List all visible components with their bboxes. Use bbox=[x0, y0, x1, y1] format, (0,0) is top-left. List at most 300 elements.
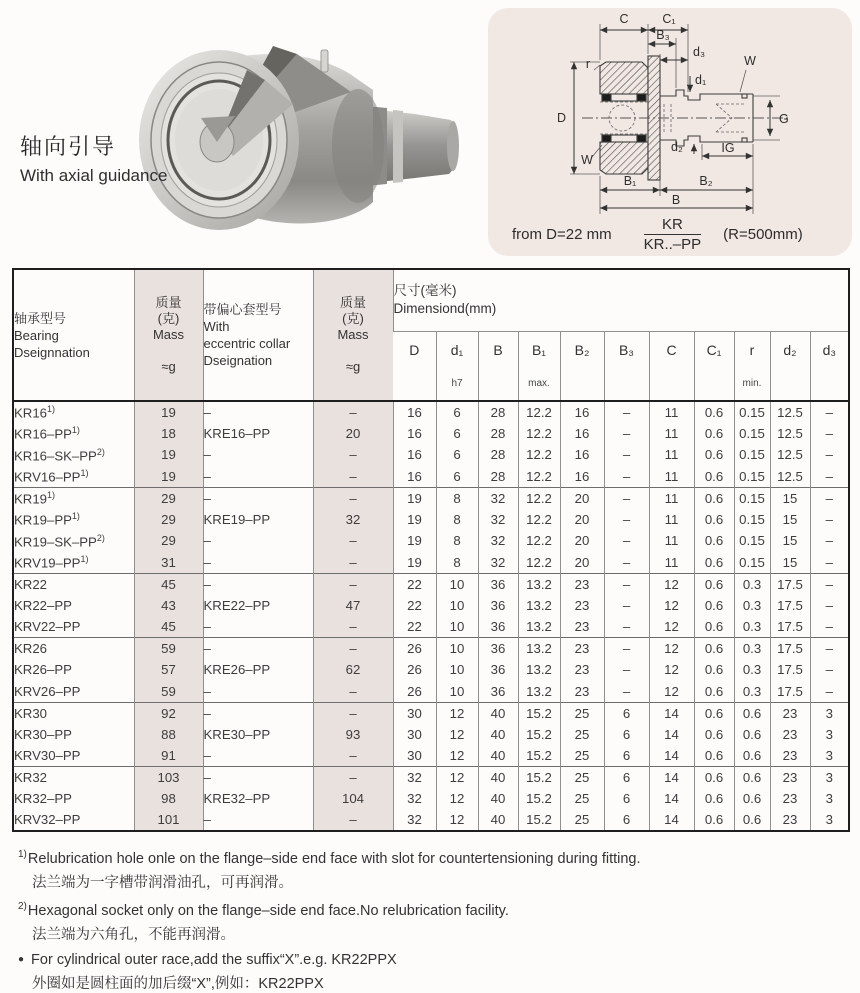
eccentric-designation: KRE16–PP bbox=[203, 423, 313, 445]
eccentric-designation: KRE22–PP bbox=[203, 595, 313, 617]
dimension-value: 13.2 bbox=[518, 616, 560, 638]
eccentric-mass-value: – bbox=[313, 745, 393, 767]
dimension-value: 12 bbox=[649, 659, 694, 681]
eccentric-mass-value: – bbox=[313, 444, 393, 466]
eccentric-mass-value: – bbox=[313, 466, 393, 488]
table-row bbox=[13, 595, 849, 617]
dimension-value: – bbox=[810, 466, 849, 488]
dimension-value: – bbox=[810, 444, 849, 466]
table-row bbox=[13, 616, 849, 638]
bearing-designation: KR32 bbox=[14, 770, 47, 785]
dim-column-header: B bbox=[478, 331, 518, 401]
dimension-value: – bbox=[604, 616, 649, 638]
dimension-value: 23 bbox=[560, 638, 604, 660]
bearing-group bbox=[13, 767, 849, 832]
dim-column-header: r min. bbox=[734, 331, 770, 401]
eccentric-mass-value: – bbox=[313, 401, 393, 423]
dimension-value: – bbox=[810, 595, 849, 617]
dimension-value: 8 bbox=[436, 487, 478, 509]
dimension-value: 0.6 bbox=[694, 595, 734, 617]
mass-value: 92 bbox=[134, 702, 203, 724]
dimension-value: 13.2 bbox=[518, 638, 560, 660]
dimension-value: 23 bbox=[560, 595, 604, 617]
dimension-value: 16 bbox=[393, 466, 436, 488]
dimension-value: 12.5 bbox=[770, 444, 810, 466]
mass-value: 18 bbox=[134, 423, 203, 445]
footnote-en: $^{2)}$Hexagonal socket only on the flange–side end face.No relubrication facility. bbox=[18, 901, 509, 920]
dimension-value: 25 bbox=[560, 810, 604, 832]
dimension-value: 17.5 bbox=[770, 573, 810, 595]
dimension-value: 28 bbox=[478, 401, 518, 423]
table-row bbox=[13, 681, 849, 703]
dimension-value: 16 bbox=[560, 444, 604, 466]
dimension-value: 23 bbox=[770, 810, 810, 832]
dimension-value: 12 bbox=[649, 616, 694, 638]
dimension-value: 32 bbox=[393, 810, 436, 832]
bearing-designation: KR16–SK–PP$^{2)}$ bbox=[14, 446, 105, 463]
dimension-value: 0.6 bbox=[694, 444, 734, 466]
dimension-value: 0.6 bbox=[694, 659, 734, 681]
eccentric-mass-value: – bbox=[313, 702, 393, 724]
dimension-value: – bbox=[604, 681, 649, 703]
dimension-value: 13.2 bbox=[518, 595, 560, 617]
table-row bbox=[13, 810, 849, 832]
dimension-value: 0.3 bbox=[734, 638, 770, 660]
mass-value: 19 bbox=[134, 444, 203, 466]
dimension-value: – bbox=[604, 401, 649, 423]
dim-label-d3: d₃ bbox=[693, 45, 706, 59]
dim-label-r: r bbox=[585, 57, 591, 71]
dimension-value: 30 bbox=[393, 724, 436, 746]
dimension-value: 0.6 bbox=[734, 724, 770, 746]
dimension-value: 8 bbox=[436, 552, 478, 574]
dimension-value: 20 bbox=[560, 487, 604, 509]
dimension-value: 26 bbox=[393, 681, 436, 703]
mass-value: 45 bbox=[134, 616, 203, 638]
spec-table bbox=[12, 268, 850, 832]
dim-column-header: B₁ max. bbox=[518, 331, 560, 401]
dimension-value: 23 bbox=[560, 659, 604, 681]
dimension-value: 36 bbox=[478, 659, 518, 681]
eccentric-mass-value: – bbox=[313, 573, 393, 595]
dimension-value: 0.6 bbox=[734, 810, 770, 832]
dimension-value: 12 bbox=[649, 638, 694, 660]
col-header-mass-eccentric: 质量 (克) Mass ≈g bbox=[313, 269, 393, 401]
bearing-group bbox=[13, 487, 849, 573]
dimension-value: 17.5 bbox=[770, 681, 810, 703]
caption-from: from D=22 mm bbox=[512, 226, 612, 243]
dimension-value: – bbox=[604, 423, 649, 445]
dimension-value: 12.5 bbox=[770, 401, 810, 423]
eccentric-mass-value: – bbox=[313, 552, 393, 574]
table-row bbox=[13, 724, 849, 746]
dimension-value: 28 bbox=[478, 444, 518, 466]
dimension-value: – bbox=[810, 487, 849, 509]
dimension-value: 0.3 bbox=[734, 595, 770, 617]
dimension-value: 15.2 bbox=[518, 788, 560, 810]
dimension-value: 8 bbox=[436, 530, 478, 552]
dimension-value: 6 bbox=[436, 466, 478, 488]
table-row bbox=[13, 444, 849, 466]
dim-label-d1: d₁ bbox=[695, 73, 707, 87]
eccentric-mass-value: 62 bbox=[313, 659, 393, 681]
table-row bbox=[13, 466, 849, 488]
dimension-value: 36 bbox=[478, 573, 518, 595]
bearing-group bbox=[13, 401, 849, 487]
bearing-designation: KR16$^{1)}$ bbox=[14, 404, 56, 421]
dimension-value: 40 bbox=[478, 788, 518, 810]
dimension-value: 15 bbox=[770, 509, 810, 531]
dimension-value: – bbox=[604, 530, 649, 552]
eccentric-mass-value: – bbox=[313, 681, 393, 703]
dimension-value: 25 bbox=[560, 767, 604, 789]
dimension-value: 0.6 bbox=[694, 681, 734, 703]
bearing-group bbox=[13, 638, 849, 703]
eccentric-designation: KRE32–PP bbox=[203, 788, 313, 810]
dimension-value: 19 bbox=[393, 509, 436, 531]
dimension-value: 19 bbox=[393, 530, 436, 552]
dimension-value: 17.5 bbox=[770, 659, 810, 681]
dimension-value: 10 bbox=[436, 681, 478, 703]
dimension-value: 10 bbox=[436, 616, 478, 638]
dimension-value: 28 bbox=[478, 423, 518, 445]
mass-value: 88 bbox=[134, 724, 203, 746]
dimension-value: 10 bbox=[436, 573, 478, 595]
dimension-value: – bbox=[810, 401, 849, 423]
mass-value: 98 bbox=[134, 788, 203, 810]
dimension-value: – bbox=[810, 659, 849, 681]
dim-label-d: D bbox=[556, 111, 566, 125]
footnote-marker: 2) bbox=[18, 901, 27, 913]
dimension-value: 6 bbox=[436, 401, 478, 423]
dimension-value: 36 bbox=[478, 616, 518, 638]
mass-value: 101 bbox=[134, 810, 203, 832]
mass-value: 29 bbox=[134, 530, 203, 552]
eccentric-designation: – bbox=[203, 638, 313, 660]
eccentric-mass-value: 47 bbox=[313, 595, 393, 617]
dim-column-header: C₁ bbox=[694, 331, 734, 401]
dimension-value: 0.3 bbox=[734, 681, 770, 703]
dimension-value: 12 bbox=[436, 702, 478, 724]
dimension-value: 11 bbox=[649, 444, 694, 466]
eccentric-mass-value: – bbox=[313, 767, 393, 789]
dimension-value: 0.6 bbox=[694, 788, 734, 810]
eccentric-designation: – bbox=[203, 487, 313, 509]
dim-column-header: B₃ bbox=[604, 331, 649, 401]
dimension-value: 17.5 bbox=[770, 595, 810, 617]
mass-value: 19 bbox=[134, 466, 203, 488]
dimension-value: 36 bbox=[478, 638, 518, 660]
bearing-designation: KRV32–PP bbox=[14, 812, 81, 828]
dimension-value: – bbox=[810, 423, 849, 445]
bearing-photo bbox=[115, 16, 475, 244]
dimension-value: 15.2 bbox=[518, 810, 560, 832]
dim-label-w-bottom: W bbox=[581, 153, 593, 167]
mass-value: 43 bbox=[134, 595, 203, 617]
dimension-value: 14 bbox=[649, 788, 694, 810]
eccentric-designation: – bbox=[203, 573, 313, 595]
dimension-value: 0.3 bbox=[734, 659, 770, 681]
dimension-value: 0.3 bbox=[734, 616, 770, 638]
table-row bbox=[13, 745, 849, 767]
dimension-value: 30 bbox=[393, 702, 436, 724]
dimension-value: 32 bbox=[393, 767, 436, 789]
dimension-value: 15 bbox=[770, 530, 810, 552]
dimension-value: 11 bbox=[649, 401, 694, 423]
dimension-value: 12 bbox=[649, 573, 694, 595]
col-header-eccentric: 带偏心套型号 With eccentric collar Dseignation bbox=[203, 269, 313, 401]
dimension-value: 12 bbox=[436, 810, 478, 832]
dimension-value: 0.6 bbox=[734, 702, 770, 724]
footnote-en: ● For cylindrical outer race,add the suffix“X”.e.g. KR22PPX bbox=[18, 951, 397, 968]
table-row bbox=[13, 767, 849, 789]
dimension-value: 26 bbox=[393, 638, 436, 660]
dim-column-header: d₁ h7 bbox=[436, 331, 478, 401]
intro-title-zh: 轴向引导 bbox=[20, 134, 117, 159]
dimension-value: 12.2 bbox=[518, 466, 560, 488]
dimension-value: 0.6 bbox=[694, 767, 734, 789]
bearing-designation: KRV30–PP bbox=[14, 748, 81, 763]
col-header-dimensions: 尺寸(毫米) Dimensiond(mm) bbox=[393, 269, 849, 331]
bearing-designation: KR32–PP bbox=[14, 791, 72, 807]
dimension-value: 17.5 bbox=[770, 616, 810, 638]
table-row bbox=[13, 638, 849, 660]
dimension-value: 3 bbox=[810, 788, 849, 810]
dimension-value: 3 bbox=[810, 767, 849, 789]
dimension-value: 15 bbox=[770, 552, 810, 574]
dimension-value: 0.6 bbox=[694, 401, 734, 423]
footnote-zh: 外圈如是圆柱面的加后缀“X”,例如：KR22PPX bbox=[32, 975, 324, 992]
dimension-value: – bbox=[810, 573, 849, 595]
eccentric-mass-value: 32 bbox=[313, 509, 393, 531]
dimension-value: 0.6 bbox=[694, 530, 734, 552]
dimension-value: 22 bbox=[393, 616, 436, 638]
dimension-value: 0.15 bbox=[734, 423, 770, 445]
dimension-value: 0.6 bbox=[694, 552, 734, 574]
dimension-value: 17.5 bbox=[770, 638, 810, 660]
dimension-value: 0.15 bbox=[734, 530, 770, 552]
dimension-value: 15.2 bbox=[518, 702, 560, 724]
dimension-value: 14 bbox=[649, 745, 694, 767]
mass-value: 19 bbox=[134, 401, 203, 423]
table-row bbox=[13, 552, 849, 574]
dim-label-c: C bbox=[619, 12, 629, 26]
dimension-value: 15.2 bbox=[518, 724, 560, 746]
dimension-value: 40 bbox=[478, 767, 518, 789]
dimension-value: 0.6 bbox=[694, 573, 734, 595]
dimension-value: 16 bbox=[393, 401, 436, 423]
dimension-value: 15.2 bbox=[518, 767, 560, 789]
eccentric-mass-value: – bbox=[313, 530, 393, 552]
eccentric-mass-value: 104 bbox=[313, 788, 393, 810]
dimension-value: 40 bbox=[478, 810, 518, 832]
caption-series-fraction bbox=[644, 216, 702, 253]
dimension-value: 0.6 bbox=[694, 810, 734, 832]
dimension-value: 10 bbox=[436, 595, 478, 617]
dimension-value: – bbox=[604, 444, 649, 466]
dimension-value: 0.3 bbox=[734, 573, 770, 595]
eccentric-designation: – bbox=[203, 702, 313, 724]
dimension-value: – bbox=[604, 509, 649, 531]
dim-label-w-top: W bbox=[744, 54, 756, 68]
dim-column-header: d₃ bbox=[810, 331, 849, 401]
dimension-value: 15 bbox=[770, 487, 810, 509]
dimension-value: – bbox=[810, 638, 849, 660]
dim-column-header: C bbox=[649, 331, 694, 401]
dimension-value: 12.5 bbox=[770, 423, 810, 445]
dim-label-g: G bbox=[779, 112, 789, 126]
dimension-value: 6 bbox=[436, 423, 478, 445]
dimension-value: 8 bbox=[436, 509, 478, 531]
dimension-value: 6 bbox=[604, 745, 649, 767]
dimension-value: 13.2 bbox=[518, 659, 560, 681]
dimension-value: – bbox=[604, 573, 649, 595]
bearing-designation: KR16–PP$^{1)}$ bbox=[14, 425, 80, 442]
eccentric-designation: KRE30–PP bbox=[203, 724, 313, 746]
dimension-value: 15.2 bbox=[518, 745, 560, 767]
eccentric-designation: – bbox=[203, 681, 313, 703]
dimension-value: 3 bbox=[810, 745, 849, 767]
eccentric-designation: – bbox=[203, 401, 313, 423]
caption-series-top: KR bbox=[644, 216, 702, 235]
eccentric-designation: – bbox=[203, 466, 313, 488]
dimension-value: 23 bbox=[560, 681, 604, 703]
col-header-bearing: 轴承型号 Bearing Dseignnation bbox=[13, 269, 134, 401]
dimension-value: 32 bbox=[478, 509, 518, 531]
eccentric-designation: – bbox=[203, 745, 313, 767]
dimension-value: 11 bbox=[649, 552, 694, 574]
eccentric-mass-value: – bbox=[313, 638, 393, 660]
diagram-caption bbox=[512, 216, 842, 253]
dim-label-c1: C₁ bbox=[662, 12, 676, 26]
dimension-value: 3 bbox=[810, 810, 849, 832]
dimension-value: – bbox=[604, 595, 649, 617]
dim-label-ig: IG bbox=[721, 141, 735, 155]
dimension-value: 19 bbox=[393, 552, 436, 574]
eccentric-designation: – bbox=[203, 444, 313, 466]
dimension-value: 25 bbox=[560, 745, 604, 767]
dimension-value: 16 bbox=[393, 423, 436, 445]
dim-label-b2: B₂ bbox=[699, 174, 713, 188]
dimension-value: 25 bbox=[560, 788, 604, 810]
bearing-designation: KR22–PP bbox=[14, 597, 72, 613]
dimension-value: 36 bbox=[478, 595, 518, 617]
dimension-value: – bbox=[604, 487, 649, 509]
dimension-value: 11 bbox=[649, 423, 694, 445]
eccentric-mass-value: – bbox=[313, 616, 393, 638]
dimension-value: 14 bbox=[649, 724, 694, 746]
mass-value: 29 bbox=[134, 509, 203, 531]
dimension-value: 16 bbox=[560, 401, 604, 423]
dimension-value: 0.6 bbox=[734, 745, 770, 767]
mass-value: 31 bbox=[134, 552, 203, 574]
dimension-value: 40 bbox=[478, 724, 518, 746]
dim-label-b1: B₁ bbox=[623, 174, 637, 188]
dimension-value: 12.2 bbox=[518, 552, 560, 574]
dimension-value: – bbox=[604, 659, 649, 681]
dimension-value: 0.15 bbox=[734, 401, 770, 423]
dimension-value: 23 bbox=[770, 745, 810, 767]
dimension-value: 12 bbox=[649, 681, 694, 703]
dimension-value: 12.2 bbox=[518, 423, 560, 445]
eccentric-mass-value: 93 bbox=[313, 724, 393, 746]
dimension-value: 6 bbox=[604, 788, 649, 810]
dim-column-header: d₂ bbox=[770, 331, 810, 401]
footnotes bbox=[18, 843, 641, 993]
mass-value: 29 bbox=[134, 487, 203, 509]
table-row bbox=[13, 487, 849, 509]
dimension-value: 36 bbox=[478, 681, 518, 703]
dimension-value: 11 bbox=[649, 487, 694, 509]
dimension-value: 12 bbox=[436, 724, 478, 746]
bearing-designation: KR22 bbox=[14, 576, 47, 592]
dim-label-b: B bbox=[671, 193, 681, 207]
dim-column-header: D bbox=[393, 331, 436, 401]
eccentric-designation: – bbox=[203, 552, 313, 574]
dimension-value: 25 bbox=[560, 702, 604, 724]
dimension-value: – bbox=[810, 509, 849, 531]
dimension-value: 12 bbox=[649, 595, 694, 617]
col-header-mass: 质量 (克) Mass ≈g bbox=[134, 269, 203, 401]
dimension-value: 28 bbox=[478, 466, 518, 488]
table-row bbox=[13, 530, 849, 552]
dimension-value: – bbox=[604, 466, 649, 488]
dimension-value: 0.6 bbox=[694, 466, 734, 488]
dimension-value: 3 bbox=[810, 702, 849, 724]
caption-radius: (R=500mm) bbox=[723, 226, 803, 243]
dimension-value: 22 bbox=[393, 595, 436, 617]
dimension-value: 6 bbox=[436, 444, 478, 466]
eccentric-designation: – bbox=[203, 530, 313, 552]
dimension-value: 11 bbox=[649, 530, 694, 552]
dimension-value: 12.2 bbox=[518, 444, 560, 466]
caption-series-bottom: KR..–PP bbox=[643, 236, 702, 253]
table-row bbox=[13, 401, 849, 423]
mass-value: 59 bbox=[134, 638, 203, 660]
bearing-designation: KR30 bbox=[14, 705, 47, 721]
dimension-value: – bbox=[604, 638, 649, 660]
dimension-value: 14 bbox=[649, 767, 694, 789]
eccentric-mass-value: – bbox=[313, 487, 393, 509]
dimension-value: 0.15 bbox=[734, 466, 770, 488]
dimension-value: – bbox=[810, 616, 849, 638]
dimension-value: 0.15 bbox=[734, 552, 770, 574]
bearing-designation: KRV19–PP$^{1)}$ bbox=[14, 553, 89, 571]
dimension-value: 0.15 bbox=[734, 509, 770, 531]
dimension-value: 13.2 bbox=[518, 681, 560, 703]
dimension-value: 13.2 bbox=[518, 573, 560, 595]
table-row bbox=[13, 659, 849, 681]
dimension-value: 30 bbox=[393, 745, 436, 767]
dimension-value: 12.2 bbox=[518, 401, 560, 423]
dimension-value: 0.6 bbox=[694, 487, 734, 509]
dimension-value: 23 bbox=[770, 788, 810, 810]
dimension-value: 0.6 bbox=[734, 767, 770, 789]
dimension-value: 14 bbox=[649, 810, 694, 832]
eccentric-designation: KRE19–PP bbox=[203, 509, 313, 531]
eccentric-designation: – bbox=[203, 767, 313, 789]
bearing-designation: KRV16–PP$^{1)}$ bbox=[14, 467, 89, 485]
mass-value: 45 bbox=[134, 573, 203, 595]
footnote-marker: ● bbox=[18, 953, 25, 965]
footnote-marker: 1) bbox=[18, 849, 27, 860]
dimension-value: 20 bbox=[560, 509, 604, 531]
bearing-designation: KR19–SK–PP$^{2)}$ bbox=[14, 532, 105, 549]
dimension-value: 0.6 bbox=[694, 702, 734, 724]
bearing-designation: KR26–PP bbox=[14, 662, 72, 678]
dimension-value: 0.6 bbox=[694, 724, 734, 746]
dimension-value: 19 bbox=[393, 487, 436, 509]
